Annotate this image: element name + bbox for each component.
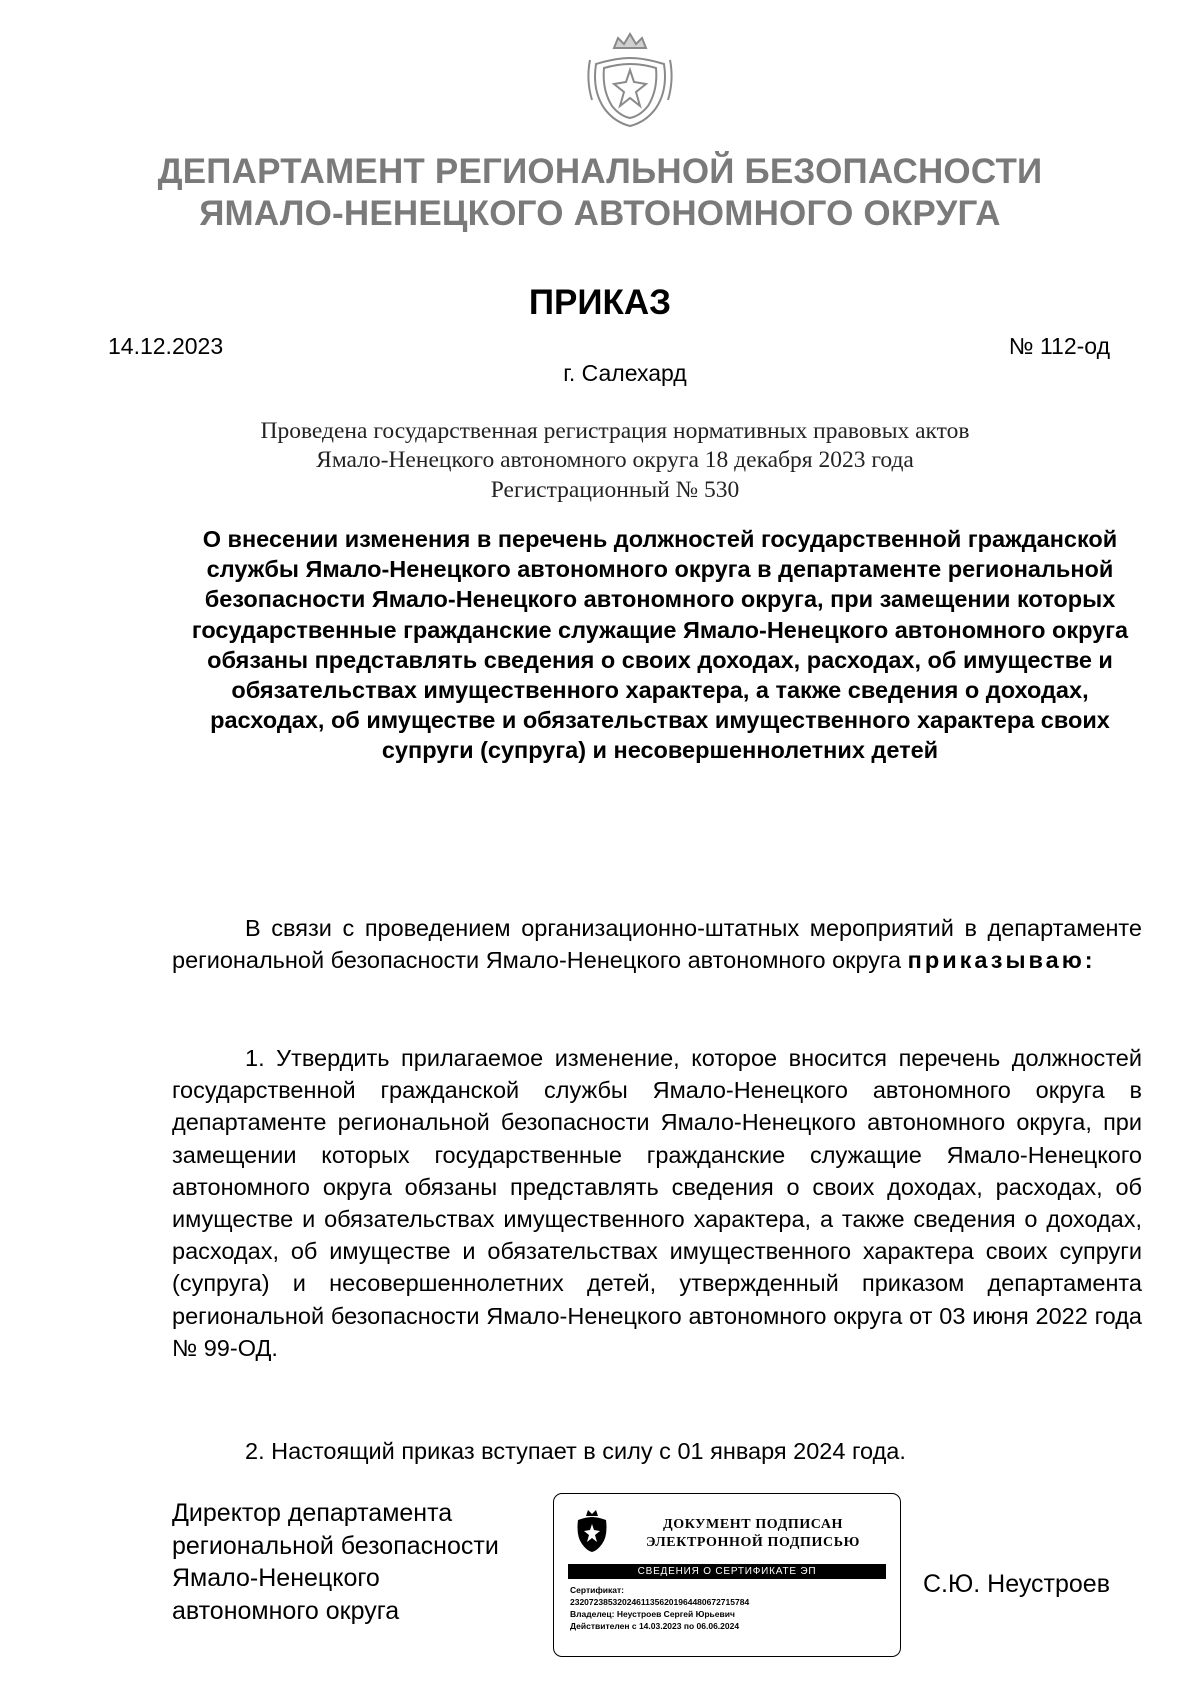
signatory-position-line: Директор департамента — [172, 1499, 453, 1527]
certificate-info-bar: СВЕДЕНИЯ О СЕРТИФИКАТЕ ЭП — [568, 1564, 886, 1579]
stamp-title — [618, 1516, 888, 1552]
document-date: 14.12.2023 — [108, 333, 224, 359]
signatory-position-line: автономного округа — [172, 1596, 400, 1625]
coat-of-arms-icon — [574, 1508, 610, 1554]
document-number: № 112-од — [1008, 333, 1110, 359]
stamp-title-line: ДОКУМЕНТ ПОДПИСАН — [662, 1517, 844, 1532]
certificate-label: Сертификат: — [570, 1585, 624, 1595]
signatory-name: С.Ю. Неустроев — [923, 1570, 1110, 1598]
certificate-serial: 23207238532024611356201964480672715784 — [570, 1597, 750, 1607]
order-item-1: 1. Утвердить прилагаемое изменение, которое вносится перечень должностей государственной гражданской службы Ямало-Ненецкого автономного округа в департаменте региональной безопасности Ямало-Ненецкого автономного округа, при замещении которых государственные гражданские служащие Ямало-Ненецкого автономного округа обязаны представлять сведения о своих доходах, расходах, об имуществе и обязательствах имущественного характера, а также сведения о доходах, расходах, об имуществе и обязательствах имущественного характера своих супруги (супруга) и несовершеннолетних детей, утвержденный приказом департамента региональной безопасности Ямало-Ненецкого автономного округа от 03 июня 2022 года № 99-ОД. — [172, 1045, 1142, 1361]
document-type: ПРИКАЗ — [528, 283, 672, 322]
organization-region: ЯМАЛО-НЕНЕЦКОГО АВТОНОМНОГО ОКРУГА — [199, 194, 1001, 233]
signatory-position-line: региональной безопасности — [172, 1531, 499, 1560]
signatory-position — [172, 1497, 499, 1627]
signatory-position-line: Ямало-Ненецкого — [172, 1564, 380, 1593]
intro-text: В связи с проведением организационно-штатных мероприятий в департаменте региональной безопасности Ямало-Ненецкого автономного округа — [172, 915, 1142, 974]
document-city: г. Салехард — [563, 360, 687, 386]
certificate-owner: Владелец: Неустроев Сергей Юрьевич — [570, 1609, 735, 1619]
stamp-title-line: ЭЛЕКТРОННОЙ ПОДПИСЬЮ — [646, 1535, 860, 1550]
registration-line: Проведена государственная регистрация нормативных правовых актов — [260, 418, 970, 444]
registration-line: Ямало-Ненецкого автономного округа 18 декабря 2023 года — [316, 447, 914, 473]
intro-paragraph — [172, 912, 1142, 976]
coat-of-arms-icon — [584, 30, 676, 130]
organization-name: ДЕПАРТАМЕНТ РЕГИОНАЛЬНОЙ БЕЗОПАСНОСТИ — [157, 152, 1043, 191]
document-title: О внесении изменения в перечень должностей государственной гражданской службы Ямало-Ненецкого автономного округа в департаменте региональной безопасности Ямало-Ненецкого автономного округа, при замещении которых государственные гражданские служащие Ямало-Ненецкого автономного округа обязаны представлять сведения о своих доходах, расходах, об имуществе и обязательствах имущественного характера, а также сведения о доходах, расходах, об имуществе и обязательствах имущественного характера своих супруги (супруга) и несовершеннолетних детей — [191, 526, 1129, 764]
electronic-signature-stamp — [553, 1493, 901, 1657]
certificate-validity: Действителен с 14.03.2023 по 06.06.2024 — [570, 1621, 740, 1631]
order-item-2: 2. Настоящий приказ вступает в силу с 01 января 2024 года. — [245, 1438, 906, 1464]
registration-number: Регистрационный № 530 — [490, 477, 740, 503]
order-keyword: приказываю: — [907, 947, 1096, 974]
